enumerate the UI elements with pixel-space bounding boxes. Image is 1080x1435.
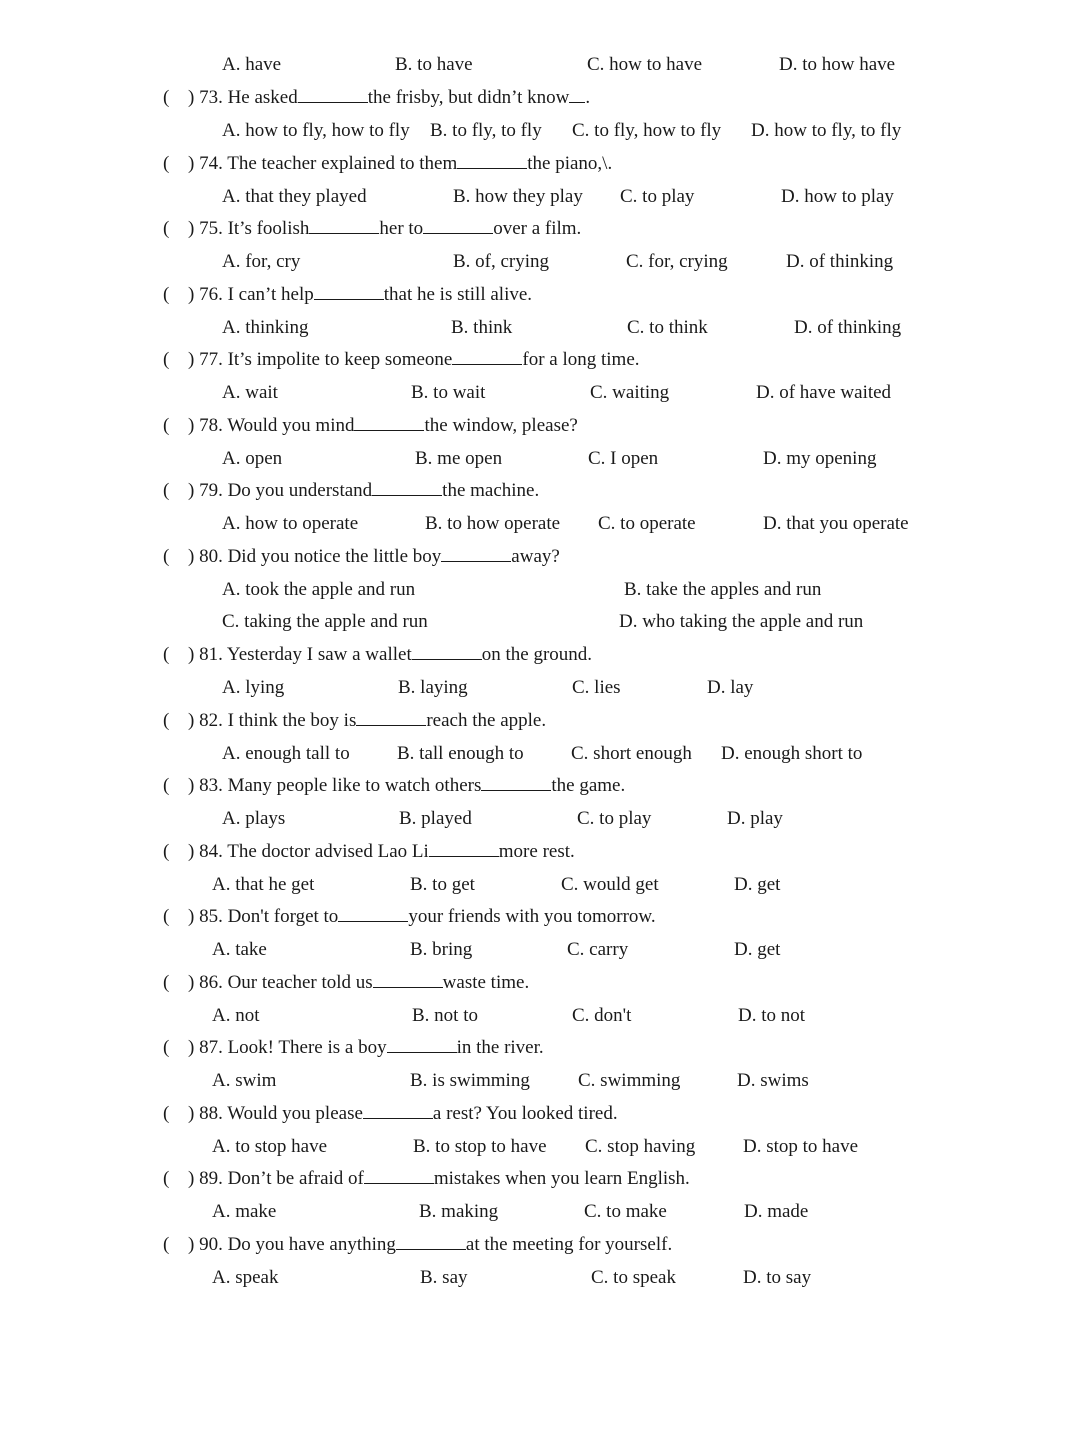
answer-blank	[373, 968, 443, 988]
option-c: C. swimming	[578, 1070, 681, 1091]
option-b: B. say	[420, 1267, 468, 1288]
answer-blank	[363, 1099, 433, 1119]
option-b: B. think	[451, 317, 513, 338]
options-row	[0, 116, 1080, 146]
options-row	[0, 50, 1080, 80]
option-c: C. to make	[584, 1201, 667, 1222]
option-c: C. stop having	[585, 1136, 696, 1157]
option-c: C. would get	[561, 874, 659, 895]
option-c: C. to play	[620, 186, 695, 207]
answer-blank	[298, 83, 368, 103]
options-row	[0, 575, 1080, 605]
option-a: A. swim	[212, 1070, 277, 1091]
option-d: D. of thinking	[794, 317, 902, 338]
options-row	[0, 313, 1080, 343]
options-row	[0, 182, 1080, 212]
option-c: C. to play	[577, 808, 652, 829]
answer-paren: (	[163, 480, 170, 501]
question-text: ) 82. I think the boy is reach the apple.	[188, 706, 546, 736]
question-text: ) 87. Look! There is a boy in the river.	[188, 1033, 544, 1063]
option-d: D. who taking the apple and run	[619, 611, 864, 632]
option-b: B. to wait	[411, 382, 486, 403]
option-a: A. for, cry	[222, 251, 301, 272]
answer-paren: (	[163, 284, 170, 305]
option-b: B. of, crying	[453, 251, 550, 272]
option-d: D. of have waited	[756, 382, 892, 403]
option-b: B. bring	[410, 939, 473, 960]
option-a: A. how to operate	[222, 513, 359, 534]
answer-paren: (	[163, 906, 170, 927]
options-row	[0, 1263, 1080, 1293]
answer-paren: (	[163, 710, 170, 731]
answer-paren: (	[163, 841, 170, 862]
options-row	[0, 1132, 1080, 1162]
answer-paren: (	[163, 972, 170, 993]
answer-paren: (	[163, 644, 170, 665]
option-a: A. make	[212, 1201, 277, 1222]
option-d: D. of thinking	[786, 251, 894, 272]
option-b: B. to have	[395, 54, 473, 75]
options-row	[0, 935, 1080, 965]
question-text: ) 78. Would you mind the window, please?	[188, 411, 578, 441]
answer-blank	[372, 476, 442, 496]
answer-paren: (	[163, 87, 170, 108]
option-d: D. enough short to	[721, 743, 863, 764]
answer-paren: (	[163, 1234, 170, 1255]
options-row	[0, 607, 1080, 637]
option-a: A. thinking	[222, 317, 309, 338]
option-b: B. me open	[415, 448, 503, 469]
option-c: C. lies	[572, 677, 621, 698]
option-d: D. how to play	[781, 186, 894, 207]
options-row	[0, 509, 1080, 539]
answer-blank	[423, 214, 493, 234]
option-d: D. to say	[743, 1267, 812, 1288]
option-c: C. waiting	[590, 382, 670, 403]
answer-paren: (	[163, 349, 170, 370]
option-a: A. to stop have	[212, 1136, 328, 1157]
option-b: B. how they play	[453, 186, 583, 207]
option-b: B. not to	[412, 1005, 478, 1026]
answer-paren: (	[163, 415, 170, 436]
answer-paren: (	[163, 546, 170, 567]
option-b: B. laying	[398, 677, 468, 698]
answer-blank	[387, 1033, 457, 1053]
question-text: ) 85. Don't forget to your friends with you tomorrow.	[188, 902, 656, 932]
answer-blank	[396, 1230, 466, 1250]
option-a: A. that he get	[212, 874, 315, 895]
option-c: C. taking the apple and run	[222, 611, 428, 632]
answer-blank	[441, 542, 511, 562]
answer-blank	[309, 214, 379, 234]
option-a: A. have	[222, 54, 282, 75]
option-d: D. play	[727, 808, 783, 829]
answer-blank	[452, 345, 522, 365]
question-text: ) 90. Do you have anything at the meeting for yourself.	[188, 1230, 672, 1260]
option-d: D. get	[734, 939, 781, 960]
question-text: ) 74. The teacher explained to them the piano,\.	[188, 149, 612, 179]
question-text: ) 83. Many people like to watch others the game.	[188, 771, 625, 801]
question-text: ) 89. Don’t be afraid of mistakes when you learn English.	[188, 1164, 690, 1194]
answer-blank	[354, 411, 424, 431]
options-row	[0, 870, 1080, 900]
answer-blank	[429, 837, 499, 857]
option-d: D. my opening	[763, 448, 877, 469]
option-d: D. how to fly, to fly	[751, 120, 902, 141]
answer-blank	[364, 1164, 434, 1184]
options-row	[0, 673, 1080, 703]
question-text: ) 84. The doctor advised Lao Li more rest.	[188, 837, 575, 867]
option-d: D. stop to have	[743, 1136, 859, 1157]
question-text: ) 81. Yesterday I saw a wallet on the ground.	[188, 640, 592, 670]
option-c: C. to speak	[591, 1267, 676, 1288]
answer-paren: (	[163, 218, 170, 239]
option-c: C. don't	[572, 1005, 632, 1026]
option-a: A. take	[212, 939, 267, 960]
question-text: ) 77. It’s impolite to keep someone for a long time.	[188, 345, 640, 375]
option-b: B. to get	[410, 874, 475, 895]
options-row	[0, 739, 1080, 769]
question-text: ) 80. Did you notice the little boy away?	[188, 542, 560, 572]
option-a: A. lying	[222, 677, 285, 698]
question-text: ) 79. Do you understand the machine.	[188, 476, 539, 506]
option-c: C. short enough	[571, 743, 692, 764]
option-c: C. I open	[588, 448, 659, 469]
answer-blank	[314, 280, 384, 300]
option-b: B. take the apples and run	[624, 579, 822, 600]
option-b: B. to fly, to fly	[430, 120, 542, 141]
answer-paren: (	[163, 153, 170, 174]
option-a: A. enough tall to	[222, 743, 350, 764]
option-a: A. wait	[222, 382, 278, 403]
options-row	[0, 1066, 1080, 1096]
option-b: B. is swimming	[410, 1070, 530, 1091]
answer-blank	[481, 771, 551, 791]
answer-paren: (	[163, 1103, 170, 1124]
option-c: C. to operate	[598, 513, 696, 534]
question-text: ) 86. Our teacher told us waste time.	[188, 968, 529, 998]
option-c: C. carry	[567, 939, 629, 960]
option-d: D. to not	[738, 1005, 806, 1026]
question-text: ) 88. Would you please a rest? You looked tired.	[188, 1099, 618, 1129]
option-d: D. that you operate	[763, 513, 909, 534]
option-b: B. tall enough to	[397, 743, 524, 764]
option-a: A. open	[222, 448, 283, 469]
options-row	[0, 247, 1080, 277]
option-d: D. lay	[707, 677, 754, 698]
answer-blank	[569, 83, 585, 103]
option-d: D. to how have	[779, 54, 896, 75]
option-a: A. how to fly, how to fly	[222, 120, 410, 141]
options-row	[0, 378, 1080, 408]
answer-paren: (	[163, 775, 170, 796]
option-a: A. plays	[222, 808, 286, 829]
answer-paren: (	[163, 1168, 170, 1189]
option-d: D. get	[734, 874, 781, 895]
option-c: C. to think	[627, 317, 708, 338]
options-row	[0, 1001, 1080, 1031]
answer-blank	[412, 640, 482, 660]
answer-blank	[457, 149, 527, 169]
question-text: ) 73. He asked the frisby, but didn’t know .	[188, 83, 590, 113]
option-a: A. took the apple and run	[222, 579, 416, 600]
option-a: A. speak	[212, 1267, 279, 1288]
option-d: D. made	[744, 1201, 809, 1222]
option-d: D. swims	[737, 1070, 809, 1091]
option-b: B. to stop to have	[413, 1136, 547, 1157]
options-row	[0, 1197, 1080, 1227]
option-a: A. not	[212, 1005, 260, 1026]
option-b: B. making	[419, 1201, 499, 1222]
answer-blank	[338, 902, 408, 922]
question-text: ) 75. It’s foolish her to over a film.	[188, 214, 581, 244]
options-row	[0, 804, 1080, 834]
question-text: ) 76. I can’t help that he is still alive.	[188, 280, 532, 310]
options-row	[0, 444, 1080, 474]
option-c: C. for, crying	[626, 251, 728, 272]
answer-paren: (	[163, 1037, 170, 1058]
answer-blank	[356, 706, 426, 726]
option-b: B. to how operate	[425, 513, 561, 534]
option-b: B. played	[399, 808, 472, 829]
option-c: C. to fly, how to fly	[572, 120, 722, 141]
option-c: C. how to have	[587, 54, 703, 75]
option-a: A. that they played	[222, 186, 367, 207]
